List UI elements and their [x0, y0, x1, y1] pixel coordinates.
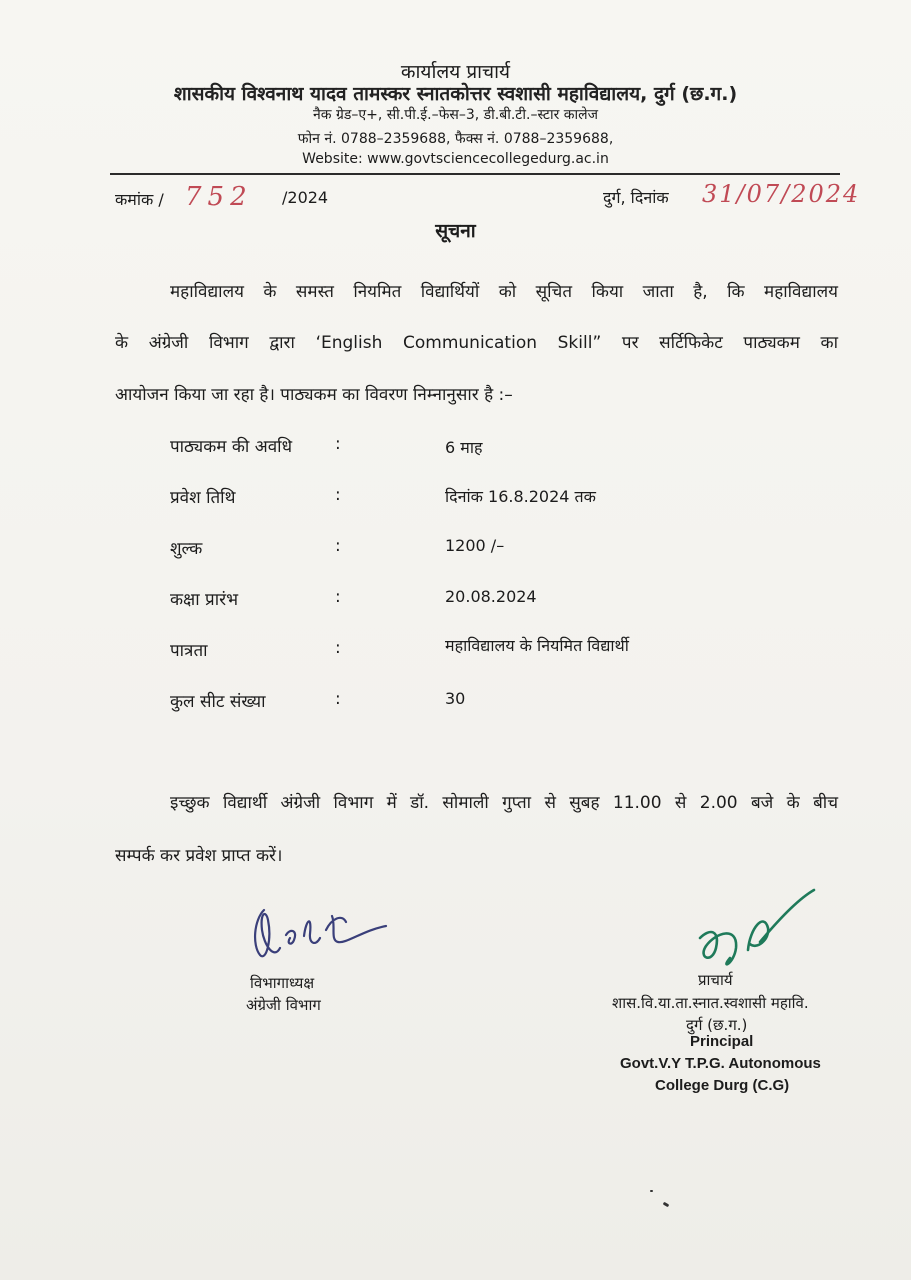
principal-college-hindi: शास.वि.या.ता.स्नात.स्वशासी महावि. — [612, 994, 809, 1012]
reference-year: /2024 — [282, 188, 329, 207]
detail-colon: : — [335, 536, 341, 556]
detail-value: 1200 /– — [445, 536, 505, 555]
college-name: शासकीय विश्वनाथ यादव तामस्कर स्नातकोत्तर स्वशासी महाविद्यालय, दुर्ग (छ.ग.) — [173, 83, 738, 105]
notice-title: सूचना — [435, 220, 476, 242]
reference-label: कमांक / — [115, 190, 164, 209]
office-heading: कार्यालय प्राचार्य — [400, 61, 511, 83]
principal-signature — [690, 888, 820, 978]
detail-label: कक्षा प्रारंभ — [170, 590, 239, 610]
detail-value: महाविद्यालय के नियमित विद्यार्थी — [445, 636, 629, 655]
date-label: दुर्ग, दिनांक — [603, 188, 669, 207]
detail-colon: : — [335, 689, 341, 709]
principal-place-hindi: दुर्ग (छ.ग.) — [686, 1016, 748, 1034]
body-paragraph-line-3: आयोजन किया जा रहा है। पाठ्यकम का विवरण निम्नानुसार है :– — [115, 385, 513, 405]
instruction-line-1: इच्छुक विद्यार्थी अंग्रेजी विभाग में डॉ. सोमाली गुप्ता से सुबह 11.00 से 2.00 बजे के बीच — [170, 793, 838, 813]
principal-college-english: Govt.V.Y T.P.G. Autonomous — [620, 1055, 821, 1072]
hod-title: विभागाध्यक्ष — [250, 974, 315, 992]
detail-label: पाठ्यकम की अवधि — [170, 437, 293, 457]
detail-colon: : — [335, 485, 341, 505]
college-website: Website: www.govtsciencecollegedurg.ac.in — [302, 151, 609, 167]
body-paragraph-line-1: महाविद्यालय के समस्त नियमित विद्यार्थियों को सूचित किया जाता है, कि महाविद्यालय — [170, 282, 838, 302]
detail-value: 20.08.2024 — [445, 587, 537, 606]
detail-label: प्रवेश तिथि — [170, 488, 236, 508]
hod-signature — [246, 900, 396, 970]
detail-value: दिनांक 16.8.2024 तक — [445, 487, 596, 506]
paper-speck — [663, 1202, 670, 1208]
instruction-line-2: सम्पर्क कर प्रवेश प्राप्त करें। — [115, 846, 283, 866]
header-divider — [110, 173, 840, 175]
detail-value: 30 — [445, 689, 466, 708]
principal-place-english: College Durg (C.G) — [655, 1077, 790, 1094]
detail-colon: : — [335, 638, 341, 658]
detail-value: 6 माह — [445, 438, 483, 457]
date-value: 31/07/2024 — [702, 180, 861, 208]
principal-title-english: Principal — [690, 1033, 754, 1050]
college-grades: नैक ग्रेड–ए+, सी.पी.ई.–फेस–3, डी.बी.टी.–स्टार कालेज — [312, 107, 599, 123]
detail-colon: : — [335, 587, 341, 607]
detail-label: पात्रता — [170, 641, 208, 661]
detail-label: कुल सीट संख्या — [170, 692, 266, 712]
college-contact: फोन नं. 0788–2359688, फैक्स नं. 0788–2359688, — [297, 131, 614, 147]
detail-colon: : — [335, 434, 341, 454]
paper-speck — [650, 1190, 653, 1192]
reference-number: 752 — [185, 182, 253, 212]
detail-label: शुल्क — [170, 539, 203, 559]
hod-department: अंग्रेजी विभाग — [246, 996, 321, 1014]
principal-title-hindi: प्राचार्य — [698, 971, 733, 989]
body-paragraph-line-2: के अंग्रेजी विभाग द्वारा ‘English Communication Skill” पर सर्टिफिकेट पाठ्यकम का — [115, 333, 838, 353]
